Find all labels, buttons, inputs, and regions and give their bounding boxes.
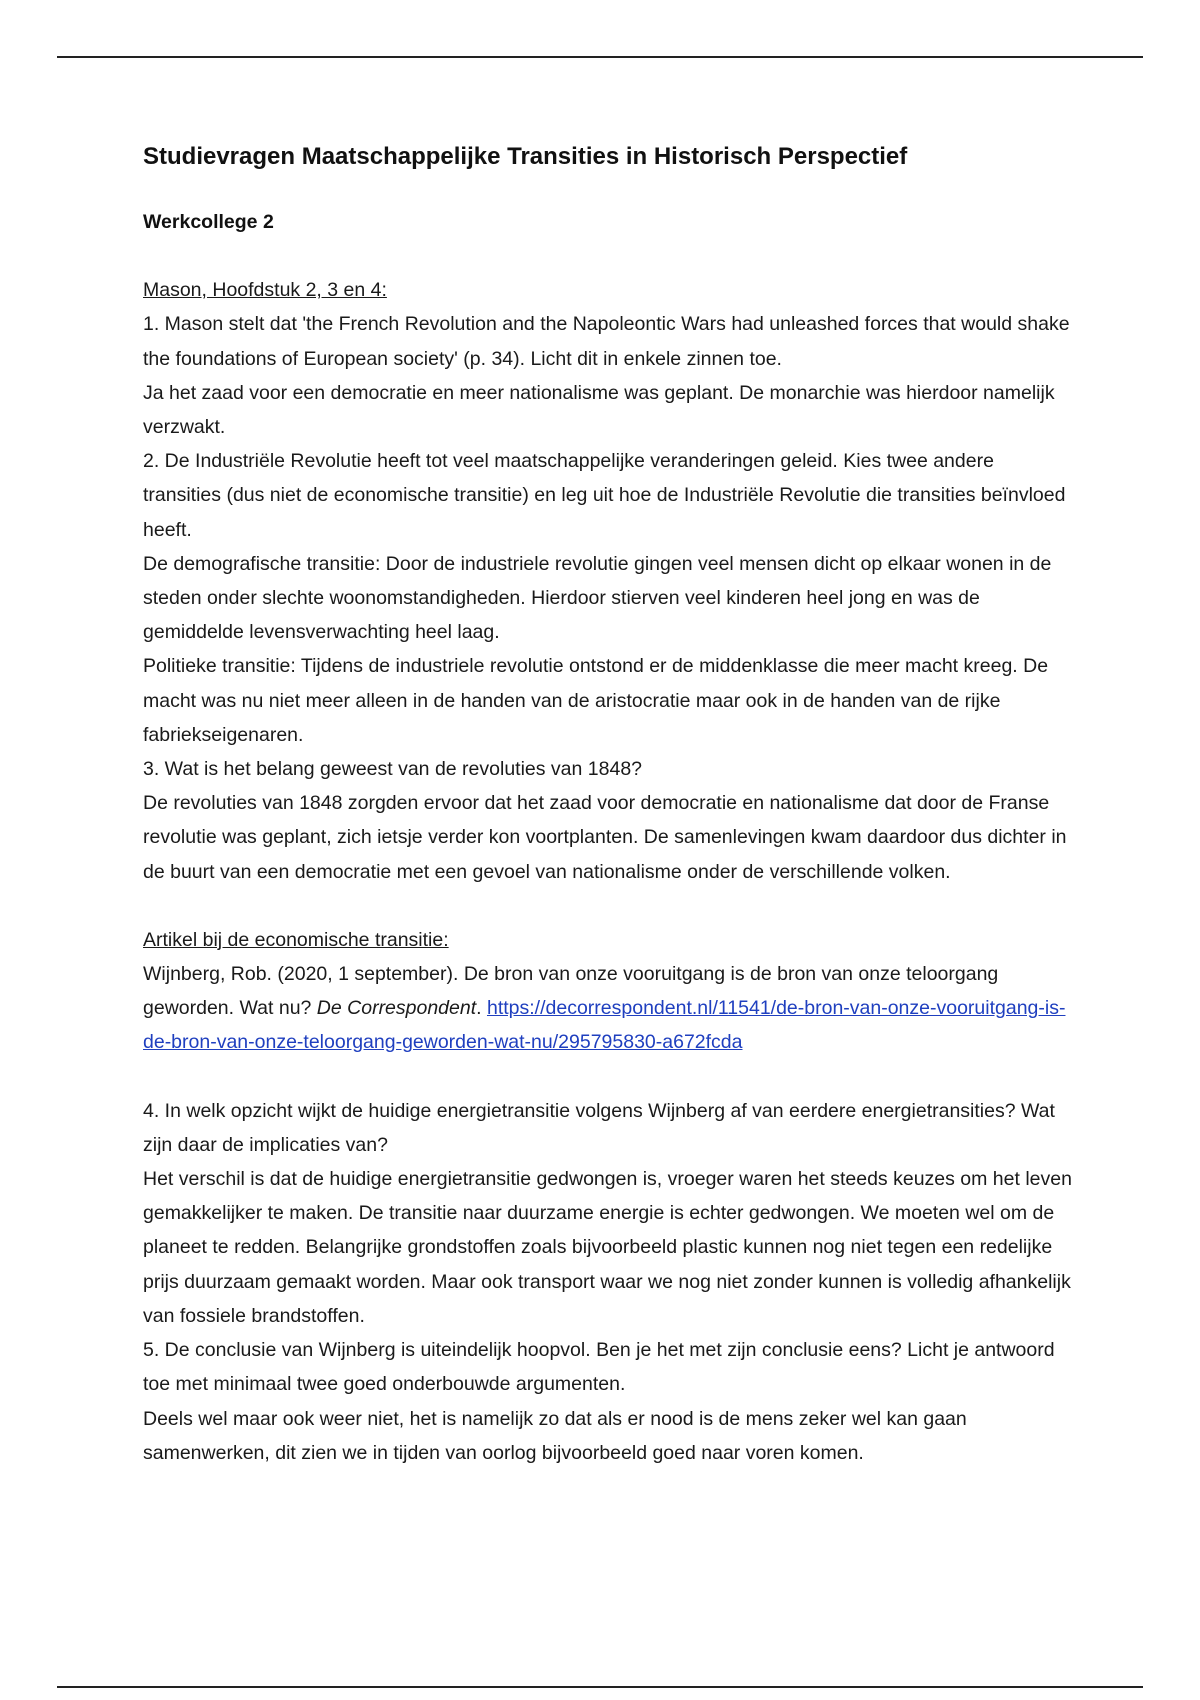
section-mason bbox=[143, 273, 1073, 889]
bottom-rule bbox=[57, 1686, 1143, 1688]
answer-3: De revoluties van 1848 zorgden ervoor dat het zaad voor democratie en nationalisme dat door de Franse revolutie was geplant, zich ietsje verder kon voortplanten. De samenlevingen kwam daardoor dus dichter in de buurt van een democratie met een gevoel van nationalisme onder de verschillende volken. bbox=[143, 792, 1067, 883]
answer-2b: Politieke transitie: Tijdens de industriele revolutie ontstond er de middenklasse die meer macht kreeg. De macht was nu niet meer alleen in de handen van de aristocratie maar ook in de handen van de rijke fabriekseigenaren. bbox=[143, 655, 1049, 746]
question-1: 1. Mason stelt dat 'the French Revolution and the Napoleontic Wars had unleashed forces that would shake the foundations of European society' (p. 34). Licht dit in enkele zinnen toe. bbox=[143, 313, 1070, 370]
section-heading-article: Artikel bij de economische transitie: bbox=[143, 928, 449, 951]
top-rule bbox=[57, 56, 1143, 58]
question-4: 4. In welk opzicht wijkt de huidige energietransitie volgens Wijnberg af van eerdere energietransities? Wat zijn daar de implicaties van? bbox=[143, 1099, 1055, 1156]
question-5: 5. De conclusie van Wijnberg is uiteindelijk hoopvol. Ben je het met zijn conclusie eens? Licht je antwoord toe met minimaal twee goed onderbouwde argumenten. bbox=[143, 1339, 1055, 1396]
answer-2a: De demografische transitie: Door de industriele revolutie gingen veel mensen dicht op elkaar wonen in de steden onder slechte woonomstandigheden. Hierdoor stierven veel kinderen heel jong en was de gemiddelde levensverwachting heel laag. bbox=[143, 552, 1052, 644]
citation-separator: . bbox=[476, 997, 487, 1020]
section-questions-4-5 bbox=[143, 1094, 1073, 1470]
citation-link[interactable]: https://decorrespondent.nl/11541/de-bron-van-onze-vooruitgang-is-de-bron-van-onze-teloorgang-geworden-wat-nu/295795830-a672fcda bbox=[143, 997, 1066, 1054]
citation-journal: De Correspondent bbox=[316, 997, 477, 1020]
document-title: Studievragen Maatschappelijke Transities in Historisch Perspectief bbox=[143, 143, 908, 170]
document-body bbox=[143, 140, 1073, 1470]
answer-5: Deels wel maar ook weer niet, het is namelijk zo dat als er nood is de mens zeker wel kan gaan samenwerken, dit zien we in tijden van oorlog bijvoorbeeld goed naar voren komen. bbox=[143, 1407, 967, 1464]
question-2: 2. De Industriële Revolutie heeft tot veel maatschappelijke veranderingen geleid. Kies twee andere transities (dus niet de economische transitie) en leg uit hoe de Industriële Revolutie die transities beïnvloed heeft. bbox=[143, 450, 1066, 541]
question-3: 3. Wat is het belang geweest van de revoluties van 1848? bbox=[143, 758, 643, 781]
section-heading-mason: Mason, Hoofdstuk 2, 3 en 4: bbox=[143, 279, 387, 302]
section-article bbox=[143, 923, 1073, 1060]
answer-4: Het verschil is dat de huidige energietransitie gedwongen is, vroeger waren het steeds keuzes om het leven gemakkelijker te maken. De transitie naar duurzame energie is echter gedwongen. We moeten wel om de planeet te redden. Belangrijke grondstoffen zoals bijvoorbeeld plastic kunnen nog niet tegen een redelijke prijs duurzaam gemaakt worden. Maar ook transport waar we nog niet zonder kunnen is volledig afhankelijk van fossiele brandstoffen. bbox=[143, 1168, 1072, 1327]
document-subtitle: Werkcollege 2 bbox=[143, 211, 274, 233]
citation-text: Wijnberg, Rob. (2020, 1 september). De bron van onze vooruitgang is de bron van onze teloorgang geworden. Wat nu? bbox=[143, 963, 999, 1020]
citation bbox=[143, 957, 1073, 1060]
answer-1: Ja het zaad voor een democratie en meer nationalisme was geplant. De monarchie was hierdoor namelijk verzwakt. bbox=[143, 381, 1055, 439]
